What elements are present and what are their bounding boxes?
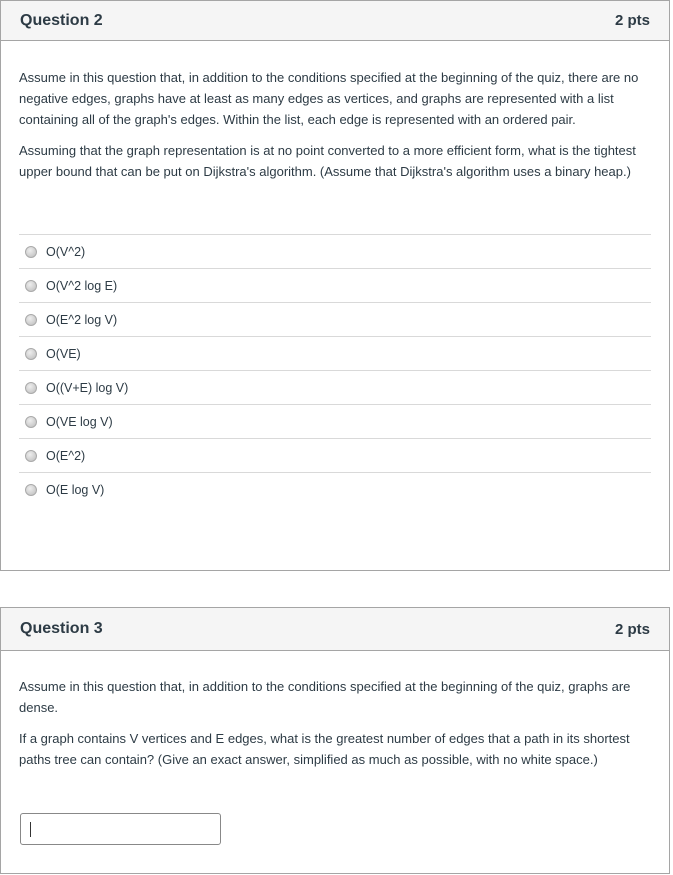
answer-option[interactable] xyxy=(19,371,651,405)
option-label: O((V+E) log V) xyxy=(46,380,129,395)
question-text: Assume in this question that, in addition to the conditions specified at the beginning of the quiz, there are no negative edges, graphs have at least as many edges as vertices, and graphs are represented with a list containing all of the graph's edges. Within the list, each edge is represented with an ordered pair. xyxy=(19,70,639,127)
question-title: Question 2 xyxy=(20,11,103,29)
option-label: O(V^2 log E) xyxy=(46,278,118,293)
question-text: Assume in this question that, in addition to the conditions specified at the beginning of the quiz, graphs are dense. xyxy=(19,679,631,715)
radio-button[interactable] xyxy=(25,314,37,326)
option-label: O(VE log V) xyxy=(46,414,113,429)
radio-button[interactable] xyxy=(25,416,37,428)
radio-button[interactable] xyxy=(25,280,37,292)
answer-option[interactable] xyxy=(19,439,651,473)
question-header xyxy=(1,608,669,651)
answer-option[interactable] xyxy=(19,405,651,439)
question-3-card xyxy=(0,607,670,874)
answer-option[interactable] xyxy=(19,235,651,269)
question-title: Question 3 xyxy=(20,620,103,637)
answer-option[interactable] xyxy=(19,269,651,303)
radio-button[interactable] xyxy=(25,382,37,394)
radio-button[interactable] xyxy=(25,348,37,360)
answer-option[interactable] xyxy=(19,303,651,337)
question-text: Assuming that the graph representation is at no point converted to a more efficient form, what is the tightest upper bound that can be put on Dijkstra's algorithm. (Assume that Dijkstra's algorithm uses a binary heap.) xyxy=(19,143,636,179)
question-points: 2 pts xyxy=(614,12,650,29)
radio-button[interactable] xyxy=(25,450,37,462)
answer-options xyxy=(19,234,651,507)
option-label: O(V^2) xyxy=(46,244,86,259)
radio-button[interactable] xyxy=(25,246,37,258)
question-header xyxy=(1,1,669,41)
option-label: O(E log V) xyxy=(46,483,105,497)
option-label: O(E^2 log V) xyxy=(46,312,118,327)
option-label: O(E^2) xyxy=(46,448,86,463)
radio-button[interactable] xyxy=(25,484,37,496)
question-text: If a graph contains V vertices and E edges, what is the greatest number of edges that a path in its shortest paths tree can contain? (Give an exact answer, simplified as much as possible, with no white space.) xyxy=(19,731,630,767)
option-label: O(VE) xyxy=(46,346,81,361)
answer-input[interactable] xyxy=(20,813,221,845)
text-cursor xyxy=(30,822,31,837)
answer-option[interactable] xyxy=(19,473,651,507)
question-points: 2 pts xyxy=(614,620,650,638)
answer-option[interactable] xyxy=(19,337,651,371)
